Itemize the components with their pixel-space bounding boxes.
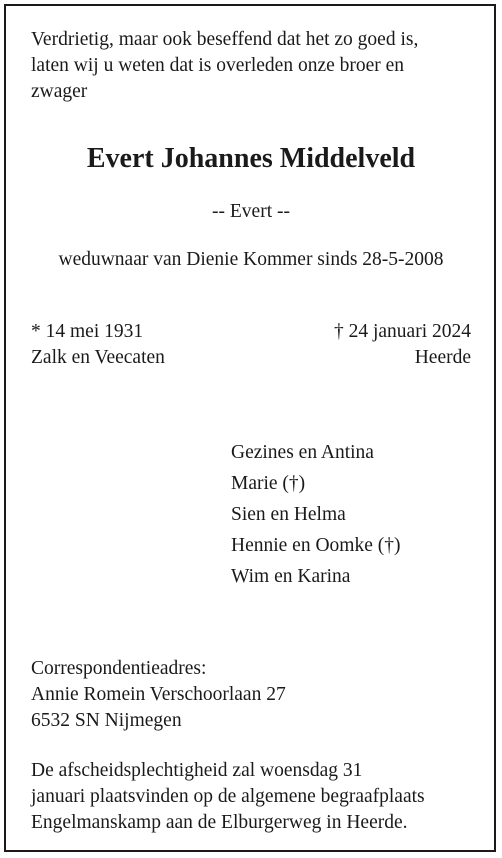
birth-block: [31, 319, 165, 371]
widower-line: weduwnaar van Dienie Kommer sinds 28-5-2008: [58, 249, 444, 270]
death-block: [334, 319, 471, 371]
intro-line: Verdrietig, maar ook beseffend dat het zo goed is,: [31, 29, 419, 50]
birth-place: Zalk en Veecaten: [31, 347, 165, 368]
funeral-line: januari plaatsvinden op de algemene begraafplaats: [31, 786, 425, 807]
family-member: Hennie en Oomke (†): [231, 535, 401, 556]
intro-line: zwager: [31, 81, 88, 102]
address-city: 6532 SN Nijmegen: [31, 710, 182, 731]
family-member: Wim en Karina: [231, 566, 351, 587]
funeral-line: Engelmanskamp aan de Elburgerweg in Heerde.: [31, 812, 408, 833]
funeral-line: De afscheidsplechtigheid zal woensdag 31: [31, 760, 363, 781]
funeral-details: [31, 758, 471, 836]
family-member: Gezines en Antina: [231, 442, 374, 463]
address-street: Annie Romein Verschoorlaan 27: [31, 684, 286, 705]
family-member: Marie (†): [231, 473, 306, 494]
address-label: Correspondentieadres:: [31, 658, 207, 679]
birth-date: * 14 mei 1931: [31, 321, 144, 342]
intro-line: laten wij u weten dat is overleden onze broer en: [31, 55, 405, 76]
family-list: [231, 437, 400, 592]
death-place: Heerde: [414, 347, 471, 368]
death-date: † 24 januari 2024: [333, 321, 471, 342]
deceased-nickname: -- Evert --: [212, 201, 290, 222]
deceased-name: Evert Johannes Middelveld: [86, 143, 416, 174]
intro-text: [31, 27, 471, 105]
correspondence-address: [31, 656, 286, 734]
family-member: Sien en Helma: [231, 504, 346, 525]
